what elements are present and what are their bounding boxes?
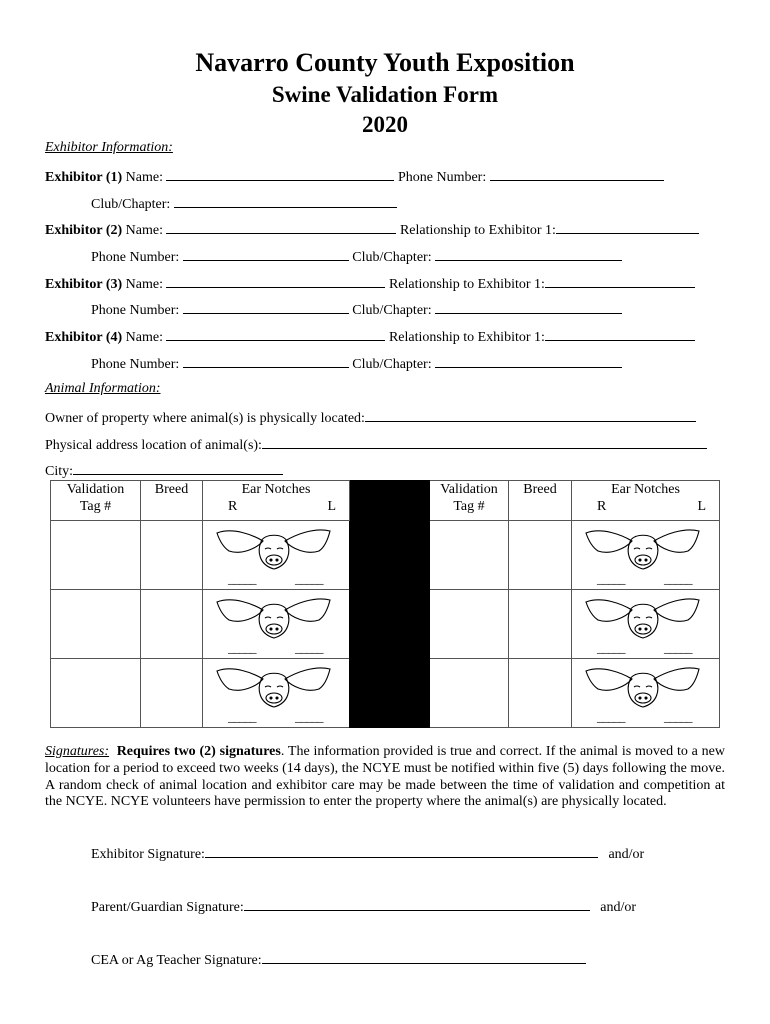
cea-signature-row <box>91 950 586 969</box>
breed-cell[interactable] <box>141 521 203 590</box>
owner-row <box>45 408 696 427</box>
tag-cell[interactable] <box>430 659 509 728</box>
city-label: City: <box>45 464 74 479</box>
ear-notch-cell[interactable]: _____ _____ <box>572 521 720 590</box>
exhibitor-2-row <box>45 220 699 239</box>
exhibitor-4-club-field[interactable] <box>435 354 622 368</box>
exhibitor-3-club-field[interactable] <box>435 300 622 314</box>
exhibitor-3-name-field[interactable] <box>166 274 385 288</box>
pig-head-icon <box>211 525 336 573</box>
breed-cell[interactable] <box>141 659 203 728</box>
city-row <box>45 461 283 480</box>
exhibitor-3-relationship-field[interactable] <box>545 274 695 288</box>
phone-label: Phone Number: <box>397 170 487 185</box>
exhibitor-1-club-row <box>91 194 397 213</box>
exhibitor-2-name-field[interactable] <box>166 220 396 234</box>
col-validation-tag: Validation Tag # <box>51 481 141 521</box>
exhibitor-2-phone-row <box>91 247 622 266</box>
ear-notch-cell[interactable]: _____ _____ <box>572 590 720 659</box>
exhibitor-signature-row <box>91 844 644 863</box>
parent-signature-label: Parent/Guardian Signature: <box>91 900 244 915</box>
tag-cell[interactable] <box>51 590 141 659</box>
col-ear-notches: Ear Notches R L <box>203 481 350 521</box>
phone-label: Phone Number: <box>91 250 180 265</box>
pig-head-icon <box>580 594 705 642</box>
name-label: Name: <box>122 170 163 185</box>
breed-cell[interactable] <box>509 590 572 659</box>
exhibitor-2-label: Exhibitor (2) <box>45 223 123 238</box>
tag-cell[interactable] <box>430 521 509 590</box>
form-title: Navarro County Youth Exposition <box>195 48 575 77</box>
form-year: 2020 <box>362 112 408 137</box>
col-validation-tag: Validation Tag # <box>430 481 509 521</box>
breed-cell[interactable] <box>509 521 572 590</box>
exhibitor-signature-field[interactable] <box>205 844 598 858</box>
exhibitor-section-heading: Exhibitor Information: <box>45 140 173 155</box>
validation-table <box>50 480 720 728</box>
club-label: Club/Chapter: <box>352 303 432 318</box>
exhibitor-3-row <box>45 274 695 293</box>
animal-section-heading: Animal Information: <box>45 381 161 396</box>
signatures-heading: Signatures: <box>45 744 110 759</box>
breed-cell[interactable] <box>509 659 572 728</box>
exhibitor-4-relationship-field[interactable] <box>545 327 695 341</box>
andor-label: and/or <box>608 847 645 862</box>
ear-notch-cell[interactable]: _____ _____ <box>203 590 350 659</box>
exhibitor-1-name-field[interactable] <box>166 167 394 181</box>
phone-label: Phone Number: <box>91 357 180 372</box>
city-field[interactable] <box>73 461 283 475</box>
relationship-label: Relationship to Exhibitor 1: <box>388 330 545 345</box>
pig-head-icon <box>211 663 336 711</box>
exhibitor-1-row <box>45 167 664 186</box>
col-ear-notches: Ear Notches R L <box>572 481 720 521</box>
address-field[interactable] <box>262 435 707 449</box>
signatures-paragraph <box>45 744 725 811</box>
club-label: Club/Chapter: <box>91 197 171 212</box>
address-label: Physical address location of animal(s): <box>45 438 262 453</box>
andor-label: and/or <box>600 900 637 915</box>
club-label: Club/Chapter: <box>352 250 432 265</box>
exhibitor-4-row <box>45 327 695 346</box>
pig-head-icon <box>580 663 705 711</box>
tag-cell[interactable] <box>51 521 141 590</box>
col-breed: Breed <box>509 481 572 521</box>
tag-cell[interactable] <box>51 659 141 728</box>
form-subtitle: Swine Validation Form <box>271 82 499 107</box>
exhibitor-1-label: Exhibitor (1) <box>45 170 123 185</box>
name-label: Name: <box>122 277 163 292</box>
pig-head-icon <box>580 525 705 573</box>
parent-signature-field[interactable] <box>244 897 590 911</box>
phone-label: Phone Number: <box>91 303 180 318</box>
owner-field[interactable] <box>365 408 696 422</box>
black-divider <box>350 481 430 728</box>
name-label: Name: <box>122 223 163 238</box>
exhibitor-3-phone-field[interactable] <box>183 300 349 314</box>
signatures-requirement: Requires two (2) signatures <box>116 744 281 759</box>
exhibitor-signature-label: Exhibitor Signature: <box>91 847 205 862</box>
breed-cell[interactable] <box>141 590 203 659</box>
exhibitor-4-label: Exhibitor (4) <box>45 330 123 345</box>
exhibitor-2-phone-field[interactable] <box>183 247 349 261</box>
exhibitor-2-club-field[interactable] <box>435 247 622 261</box>
ear-notch-cell[interactable]: _____ _____ <box>203 521 350 590</box>
relationship-label: Relationship to Exhibitor 1: <box>388 277 545 292</box>
exhibitor-3-phone-row <box>91 300 622 319</box>
exhibitor-4-name-field[interactable] <box>166 327 385 341</box>
exhibitor-3-label: Exhibitor (3) <box>45 277 123 292</box>
name-label: Name: <box>122 330 163 345</box>
exhibitor-2-relationship-field[interactable] <box>556 220 699 234</box>
cea-signature-field[interactable] <box>262 950 586 964</box>
cea-signature-label: CEA or Ag Teacher Signature: <box>91 953 262 968</box>
pig-head-icon <box>211 594 336 642</box>
tag-cell[interactable] <box>430 590 509 659</box>
ear-notch-cell[interactable]: _____ _____ <box>203 659 350 728</box>
ear-notch-cell[interactable]: _____ _____ <box>572 659 720 728</box>
parent-signature-row <box>91 897 636 916</box>
address-row <box>45 435 707 454</box>
club-label: Club/Chapter: <box>352 357 432 372</box>
owner-label: Owner of property where animal(s) is physically located: <box>45 411 365 426</box>
signatures-text: . The information provided is true and correct. If the animal is moved to a new location for a period to exceed two weeks (14 days), the NCYE must be notified within five (5) days following the move. A random check of animal location and exhibitor care may be made between the time of validation and competition at the NCYE. NCYE volunteers have permission to enter the property where the animal(s) are physically located. <box>45 744 726 810</box>
col-breed: Breed <box>141 481 203 521</box>
table-header-row <box>51 481 720 521</box>
relationship-label: Relationship to Exhibitor 1: <box>399 223 556 238</box>
exhibitor-4-phone-field[interactable] <box>183 354 349 368</box>
exhibitor-1-club-field[interactable] <box>174 194 397 208</box>
exhibitor-1-phone-field[interactable] <box>490 167 664 181</box>
exhibitor-4-phone-row <box>91 354 622 373</box>
